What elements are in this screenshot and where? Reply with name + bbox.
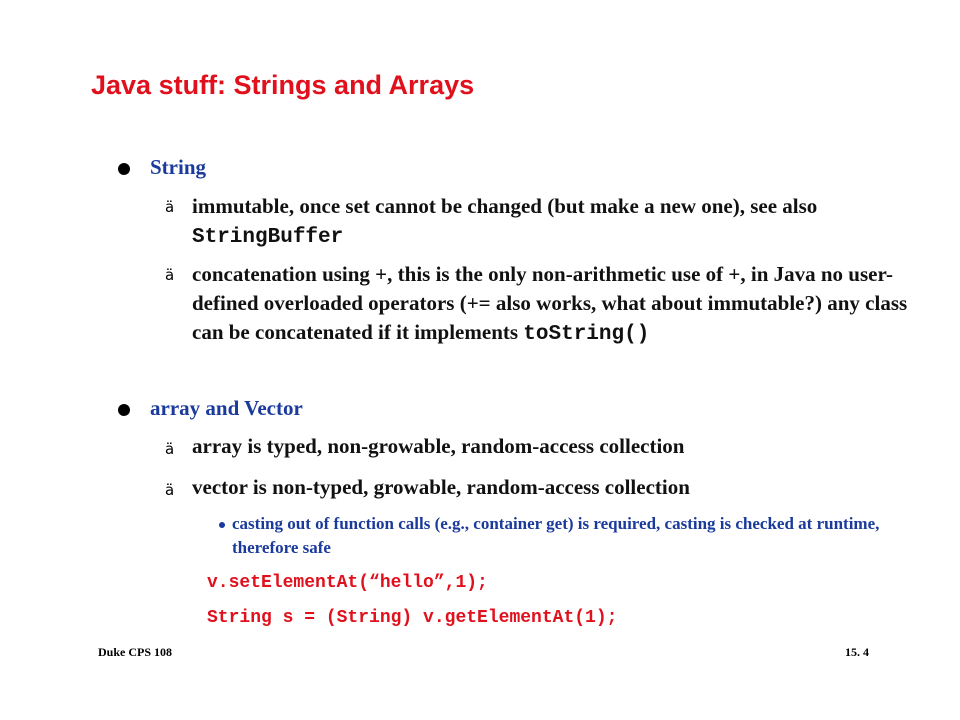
slide-title: Java stuff: Strings and Arrays [91, 70, 475, 100]
list-item-text: concatenation using +, this is the only non-arithmetic use of +, in Java no user-defined overloaded operators (+= also works, what about immutable?) any class can be concatenated if it implements [192, 262, 908, 344]
arrow-bullet-icon: ä [165, 198, 175, 216]
list-item-vector: vector is non-typed, growable, random-access collection [192, 475, 690, 499]
list-item-array: array is typed, non-growable, random-access collection [192, 434, 685, 458]
section-heading-string: String [150, 155, 207, 179]
footer-page-number: 15. 4 [845, 645, 869, 659]
list-item-text: immutable, once set cannot be changed (but make a new one), see also [192, 194, 818, 218]
footer-course: Duke CPS 108 [98, 645, 173, 659]
arrow-bullet-icon: ä [165, 481, 175, 499]
section-heading-array: array and Vector [150, 396, 303, 420]
list-item-concatenation [192, 260, 912, 349]
sub-bullet-icon [219, 522, 225, 528]
bullet-dot-icon [118, 404, 130, 416]
code-line-2: String s = (String) v.getElementAt(1); [207, 608, 618, 628]
bullet-dot-icon [118, 163, 130, 175]
sub-item-casting: casting out of function calls (e.g., container get) is required, casting is checked at runtime, therefore safe [232, 514, 880, 557]
list-item-immutable [192, 192, 912, 252]
arrow-bullet-icon: ä [165, 266, 175, 284]
code-line-1: v.setElementAt(“hello”,1); [207, 573, 488, 593]
inline-code: StringBuffer [192, 226, 344, 249]
inline-code: toString() [523, 323, 650, 346]
arrow-bullet-icon: ä [165, 440, 175, 458]
